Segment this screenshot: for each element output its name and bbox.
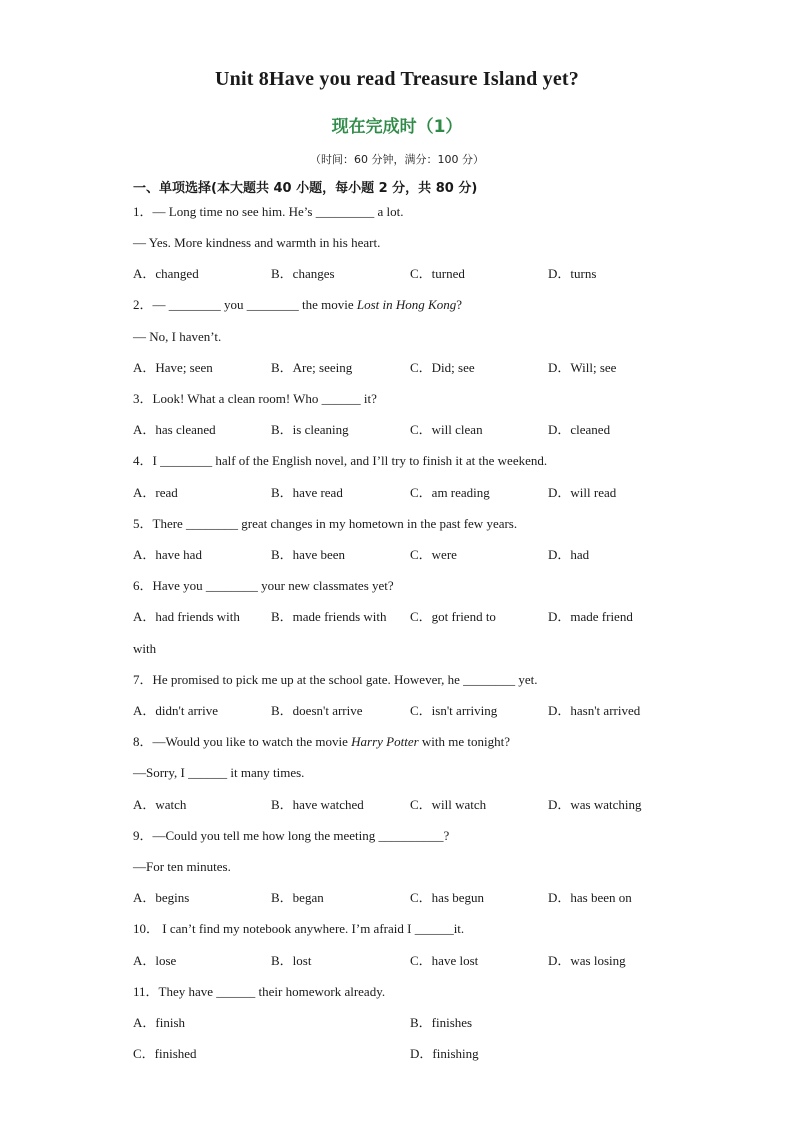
question-10-options xyxy=(133,953,693,969)
question-2-options xyxy=(133,360,693,376)
question-11-options-row-2 xyxy=(133,1046,693,1062)
question-1-option-b: B．changes xyxy=(271,266,335,281)
question-7-options xyxy=(133,703,693,719)
question-3-option-c: C．will clean xyxy=(410,422,483,437)
question-6-option-c: C．got friend to xyxy=(410,609,496,624)
question-9-option-a: A．begins xyxy=(133,890,190,905)
question-5-option-a: A．have had xyxy=(133,547,202,562)
question-4-option-b: B．have read xyxy=(271,485,343,500)
question-2-stem xyxy=(133,297,462,313)
question-7-option-c: C．isn't arriving xyxy=(410,703,498,718)
question-11-options-row-1 xyxy=(133,1015,693,1031)
question-7-option-b: B．doesn't arrive xyxy=(271,703,363,718)
question-3-option-a: A．has cleaned xyxy=(133,422,216,437)
question-8-option-d: D．was watching xyxy=(548,797,642,812)
question-9-option-b: B．began xyxy=(271,890,324,905)
question-6-stem: 6．Have you ________ your new classmates yet? xyxy=(133,578,394,593)
question-5-options xyxy=(133,547,693,563)
question-5-option-c: C．were xyxy=(410,547,457,562)
question-7-option-a: A．didn't arrive xyxy=(133,703,219,718)
question-4-option-a: A．read xyxy=(133,485,178,500)
question-6-option-a: A．had friends with xyxy=(133,609,240,624)
question-11-stem: 11．They have ______ their homework already. xyxy=(133,984,386,999)
question-10-option-c: C．have lost xyxy=(410,953,479,968)
question-11-option-a: A．finish xyxy=(133,1015,186,1030)
question-10-stem: 10． I can’t find my notebook anywhere. I’m afraid I ______it. xyxy=(133,921,465,936)
question-8-option-c: C．will watch xyxy=(410,797,487,812)
question-2-reply: — No, I haven’t. xyxy=(133,329,222,344)
page-title: Unit 8Have you read Treasure Island yet? xyxy=(215,68,579,90)
question-8-option-b: B．have watched xyxy=(271,797,364,812)
page-subtitle: 现在完成时（1） xyxy=(331,117,463,137)
question-4-option-d: D．will read xyxy=(548,485,617,500)
question-9-reply: —For ten minutes. xyxy=(133,859,231,874)
question-5-option-d: D．had xyxy=(548,547,590,562)
section-heading: 一、单项选择(本大题共 40 小题，每小题 2 分，共 80 分) xyxy=(133,181,478,196)
question-11-option-d: D．finishing xyxy=(410,1046,479,1061)
question-1-option-c: C．turned xyxy=(410,266,465,281)
question-4-stem: 4．I ________ half of the English novel, and I’ll try to finish it at the weekend. xyxy=(133,453,548,468)
question-3-options xyxy=(133,422,693,438)
question-11-option-b: B．finishes xyxy=(410,1015,473,1030)
question-8-stem-start: 8．—Would you like to watch the movie xyxy=(133,734,352,749)
question-6-options xyxy=(133,609,693,625)
question-9-option-d: D．has been on xyxy=(548,890,632,905)
question-2-option-d: D．Will; see xyxy=(548,360,617,375)
question-8-option-a: A．watch xyxy=(133,797,187,812)
question-11-option-c: C．finished xyxy=(133,1046,197,1061)
question-6-option-d-wrap: with xyxy=(133,641,157,656)
question-9-option-c: C．has begun xyxy=(410,890,485,905)
question-5-stem: 5．There ________ great changes in my hometown in the past few years. xyxy=(133,516,518,531)
question-9-options xyxy=(133,890,693,906)
question-1-option-d: D．turns xyxy=(548,266,597,281)
question-8-movie-title: Harry Potter xyxy=(351,734,419,749)
question-1-stem: 1．— Long time no see him. He’s _________ a lot. xyxy=(133,204,404,219)
question-1-reply: — Yes. More kindness and warmth in his heart. xyxy=(133,235,381,250)
question-8-stem xyxy=(133,734,510,750)
question-9-stem: 9．—Could you tell me how long the meeting __________? xyxy=(133,828,450,843)
question-8-options xyxy=(133,797,693,813)
question-6-option-b: B．made friends with xyxy=(271,609,387,624)
time-score-note: （时间：60 分钟，满分：100 分） xyxy=(310,153,484,166)
question-1-option-a: A．changed xyxy=(133,266,199,281)
question-5-option-b: B．have been xyxy=(271,547,346,562)
question-8-stem-end: with me tonight? xyxy=(418,734,511,749)
question-7-stem: 7．He promised to pick me up at the school gate. However, he ________ yet. xyxy=(133,672,538,687)
question-1-options xyxy=(133,266,693,282)
question-2-movie-title: Lost in Hong Kong xyxy=(356,297,457,312)
question-3-option-d: D．cleaned xyxy=(548,422,611,437)
question-10-option-d: D．was losing xyxy=(548,953,626,968)
question-2-option-c: C．Did; see xyxy=(410,360,475,375)
question-7-option-d: D．hasn't arrived xyxy=(548,703,641,718)
question-6-option-d: D．made friend xyxy=(548,609,633,624)
question-2-option-b: B．Are; seeing xyxy=(271,360,353,375)
question-2-stem-start: 2．— ________ you ________ the movie xyxy=(133,297,357,312)
question-3-stem: 3．Look! What a clean room! Who ______ it? xyxy=(133,391,377,406)
question-10-option-a: A．lose xyxy=(133,953,177,968)
question-2-option-a: A．Have; seen xyxy=(133,360,213,375)
question-10-option-b: B．lost xyxy=(271,953,312,968)
question-4-option-c: C．am reading xyxy=(410,485,490,500)
question-8-reply: —Sorry, I ______ it many times. xyxy=(133,765,305,780)
question-3-option-b: B．is cleaning xyxy=(271,422,349,437)
question-4-options xyxy=(133,485,693,501)
question-2-stem-end: ? xyxy=(456,297,462,312)
